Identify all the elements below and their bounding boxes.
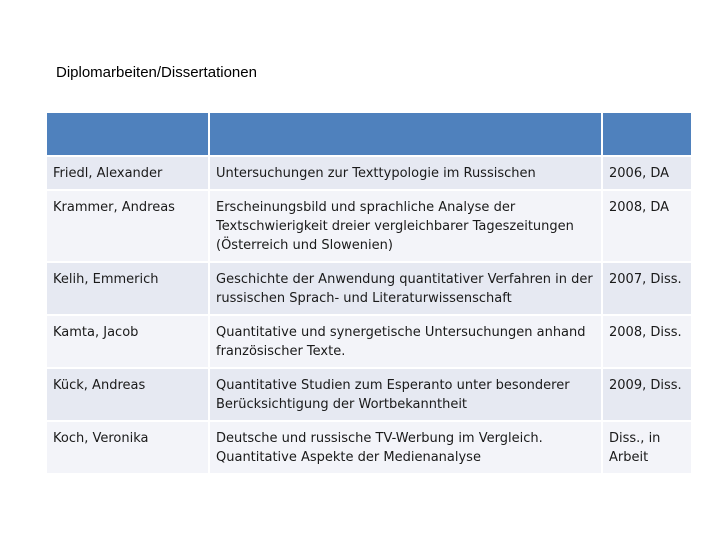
title-cell: Quantitative und synergetische Untersuchungen anhand französischer Texte. — [209, 315, 602, 368]
title-cell: Quantitative Studien zum Esperanto unter besonderer Berücksichtigung der Wortbekanntheit — [209, 368, 602, 421]
title-cell: Geschichte der Anwendung quantitativer Verfahren in der russischen Sprach- und Literaturwissenschaft — [209, 262, 602, 315]
author-cell: Kück, Andreas — [46, 368, 209, 421]
status-cell: 2006, DA — [602, 156, 692, 190]
status-cell: 2009, Diss. — [602, 368, 692, 421]
status-cell: 2008, Diss. — [602, 315, 692, 368]
author-cell: Koch, Veronika — [46, 421, 209, 474]
title-cell: Deutsche und russische TV-Werbung im Vergleich. Quantitative Aspekte der Medienanalyse — [209, 421, 602, 474]
title-cell: Erscheinungsbild und sprachliche Analyse der Textschwierigkeit dreier vergleichbarer Tageszeitungen (Österreich und Slowenien) — [209, 190, 602, 262]
header-cell-author — [46, 112, 209, 156]
table-header-row — [46, 112, 692, 156]
header-cell-status — [602, 112, 692, 156]
author-cell: Friedl, Alexander — [46, 156, 209, 190]
table-row — [46, 262, 692, 315]
table-row — [46, 190, 692, 262]
status-cell: 2008, DA — [602, 190, 692, 262]
author-cell: Kelih, Emmerich — [46, 262, 209, 315]
author-cell: Kamta, Jacob — [46, 315, 209, 368]
page-title: Diplomarbeiten/Dissertationen — [56, 64, 257, 81]
status-cell: Diss., in Arbeit — [602, 421, 692, 474]
title-cell: Untersuchungen zur Texttypologie im Russischen — [209, 156, 602, 190]
table-row — [46, 315, 692, 368]
header-cell-title — [209, 112, 602, 156]
author-cell: Krammer, Andreas — [46, 190, 209, 262]
thesis-table — [45, 111, 693, 475]
table-row — [46, 421, 692, 474]
table-row — [46, 156, 692, 190]
table-row — [46, 368, 692, 421]
status-cell: 2007, Diss. — [602, 262, 692, 315]
